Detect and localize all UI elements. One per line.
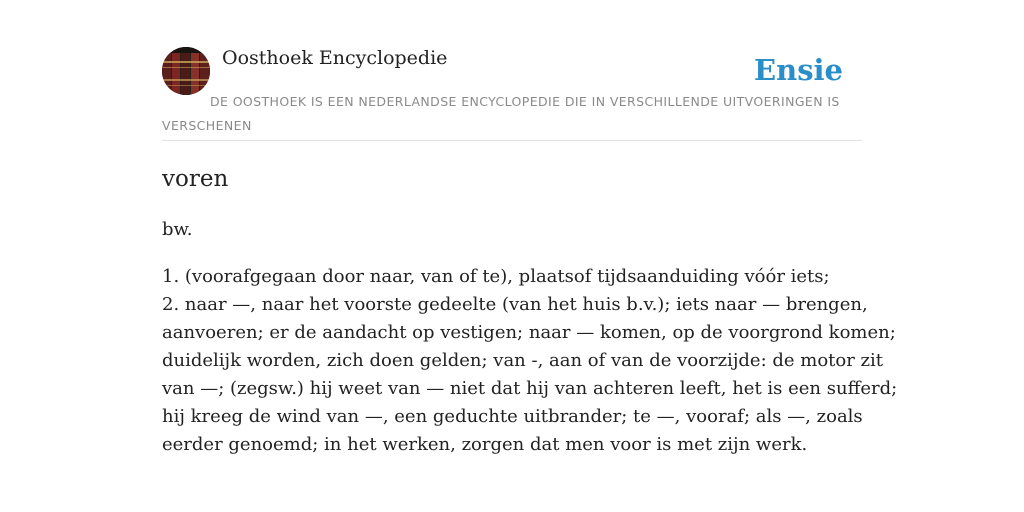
brand-logo-link[interactable]: Ensie (754, 53, 843, 87)
definition-line: van —; (zegsw.) hij weet van — niet dat hij van achteren leeft, het is een sufferd; (162, 378, 898, 399)
book-spines-avatar-icon[interactable] (162, 47, 210, 95)
definition-line: 2. naar —, naar het voorste gedeelte (van het huis b.v.); iets naar — brengen, (162, 294, 868, 315)
definition-line: aanvoeren; er de aandacht op vestigen; naar — komen, op de voorgrond komen; (162, 322, 896, 343)
part-of-speech: bw. (162, 219, 193, 240)
definition-line: eerder genoemd; in het werken, zorgen dat men voor is met zijn werk. (162, 434, 808, 455)
entry-title: voren (162, 166, 229, 192)
site-header (162, 46, 862, 141)
avatar-image (162, 47, 210, 95)
definition-line: 1. (voorafgegaan door naar, van of te), plaatsof tijdsaanduiding vóór iets; (162, 266, 830, 287)
definition-line: hij kreeg de wind van —, een geduchte uitbrander; te —, vooraf; als —, zoals (162, 406, 863, 427)
site-description: DE OOSTHOEK IS EEN NEDERLANDSE ENCYCLOPEDIE DIE IN VERSCHILLENDE UITVOERINGEN IS VERSCHENEN (162, 94, 840, 133)
site-title[interactable]: Oosthoek Encyclopedie (222, 47, 448, 69)
definition-line: duidelijk worden, zich doen gelden; van -, aan of van de voorzijde: de motor zit (162, 350, 884, 371)
definition-text (162, 263, 898, 459)
